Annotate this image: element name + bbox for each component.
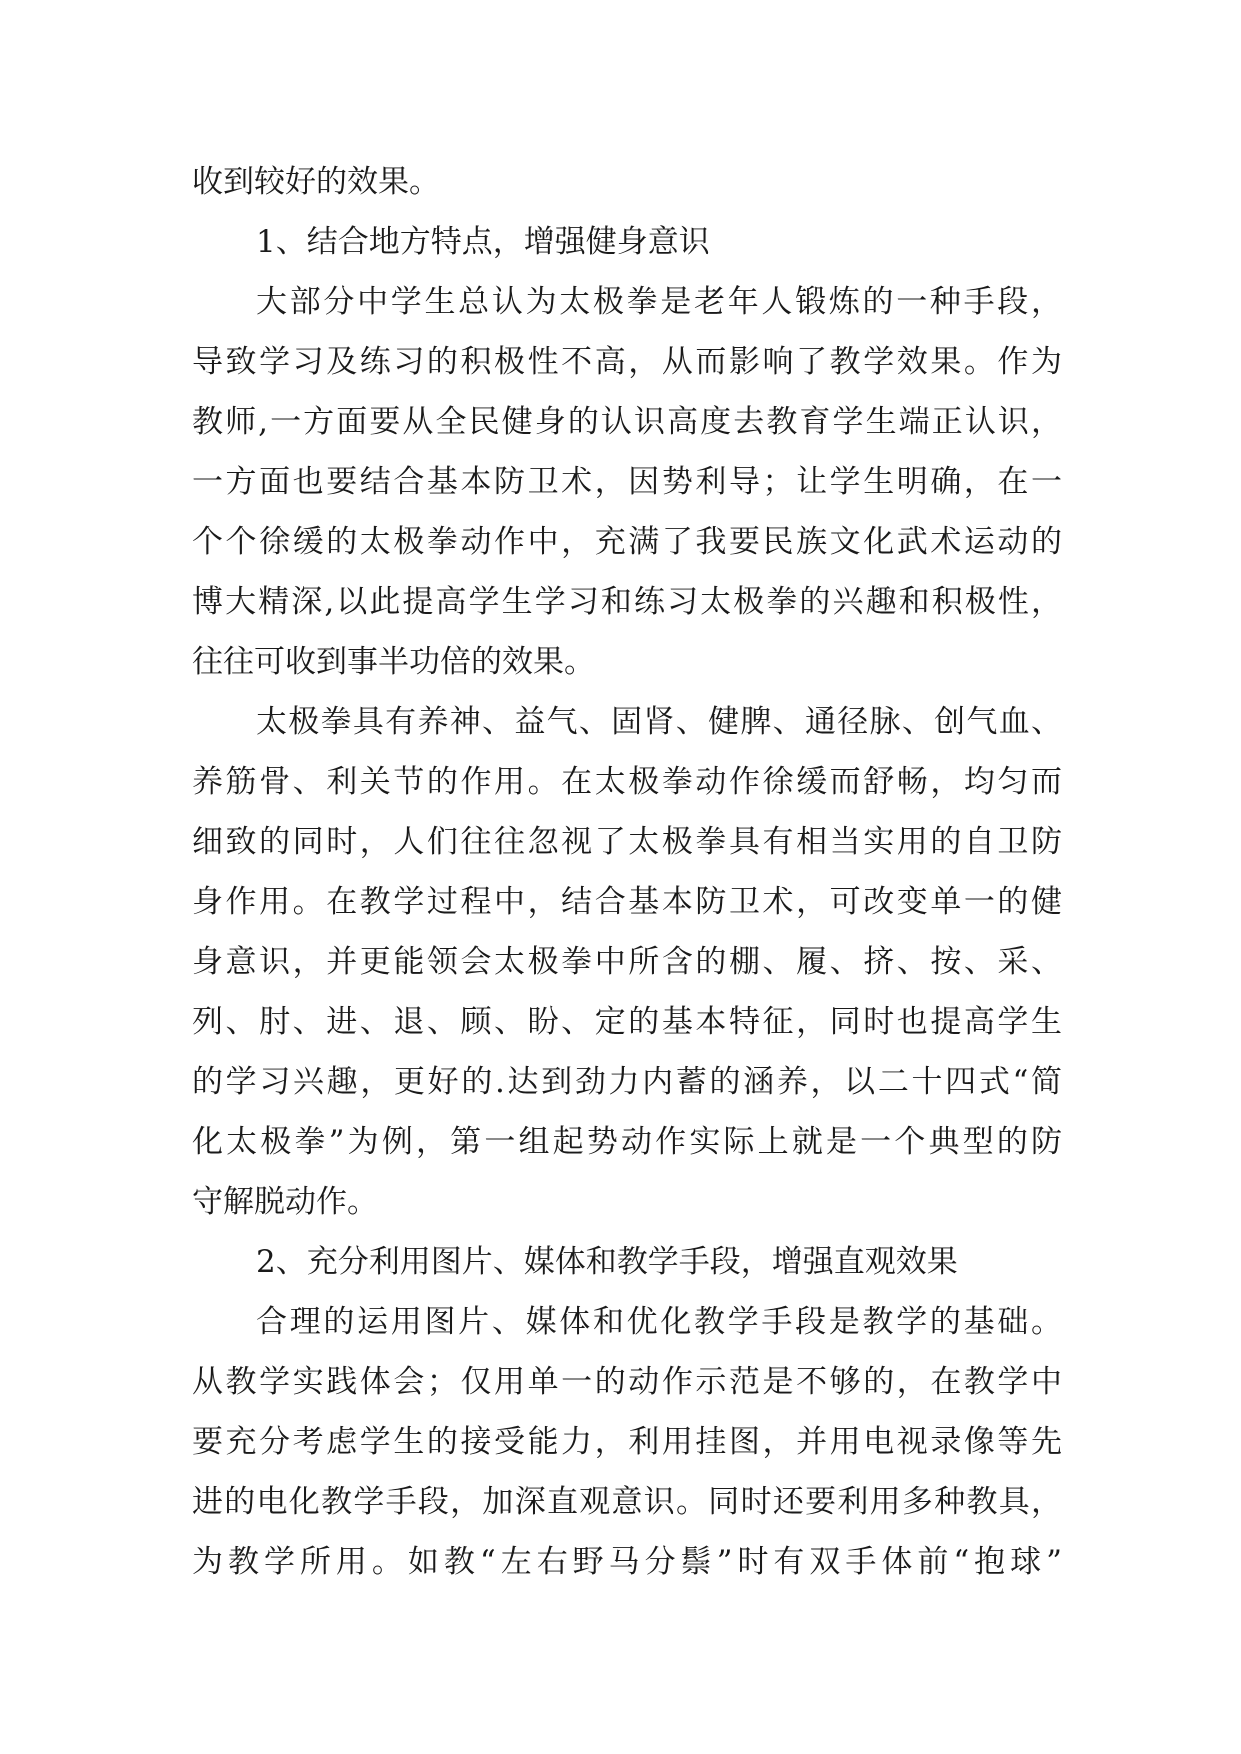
text-line: 太极拳具有养神、益气、固肾、健脾、通径脉、创气血、 — [256, 704, 1062, 740]
text-line: 从教学实践体会；仅用单一的动作示范是不够的，在教学中 — [192, 1364, 1062, 1400]
body-text — [192, 152, 1062, 1592]
text-line: 个个徐缓的太极拳动作中，充满了我要民族文化武术运动的 — [192, 524, 1062, 560]
text-line: 细致的同时，人们往往忽视了太极拳具有相当实用的自卫防 — [192, 824, 1062, 860]
text-line: 合理的运用图片、媒体和优化教学手段是教学的基础。 — [256, 1304, 1062, 1340]
text-line: 养筋骨、利关节的作用。在太极拳动作徐缓而舒畅，均匀而 — [192, 764, 1062, 800]
text-line: 博大精深,以此提高学生学习和练习太极拳的兴趣和积极性， — [192, 584, 1062, 620]
text-line: 守解脱动作。 — [192, 1184, 378, 1220]
text-line: 身意识，并更能领会太极拳中所含的棚、履、挤、按、采、 — [192, 944, 1062, 980]
text-line: 教师,一方面要从全民健身的认识高度去教育学生端正认识， — [192, 404, 1062, 440]
text-line: 列、肘、进、退、顾、盼、定的基本特征，同时也提高学生 — [192, 1004, 1062, 1040]
text-line: 为教学所用。如教“左右野马分鬃”时有双手体前“抱球” — [192, 1544, 1062, 1580]
text-line: 导致学习及练习的积极性不高，从而影响了教学效果。作为 — [192, 344, 1062, 380]
section-heading: 2、充分利用图片、媒体和教学手段，增强直观效果 — [256, 1244, 958, 1280]
text-line: 要充分考虑学生的接受能力，利用挂图，并用电视录像等先 — [192, 1424, 1062, 1460]
text-line: 大部分中学生总认为太极拳是老年人锻炼的一种手段， — [256, 284, 1062, 320]
text-line: 的学习兴趣，更好的.达到劲力内蓄的涵养，以二十四式“简 — [192, 1064, 1062, 1100]
text-line: 往往可收到事半功倍的效果。 — [192, 644, 595, 680]
text-line: 进的电化教学手段，加深直观意识。同时还要利用多种教具， — [192, 1484, 1062, 1520]
text-line: 身作用。在教学过程中，结合基本防卫术，可改变单一的健 — [192, 884, 1062, 920]
text-line: 一方面也要结合基本防卫术，因势利导；让学生明确，在一 — [192, 464, 1062, 500]
text-line: 化太极拳”为例，第一组起势动作实际上就是一个典型的防 — [192, 1124, 1062, 1160]
text-line: 收到较好的效果。 — [192, 164, 440, 200]
section-heading: 1、结合地方特点，增强健身意识 — [256, 224, 710, 260]
